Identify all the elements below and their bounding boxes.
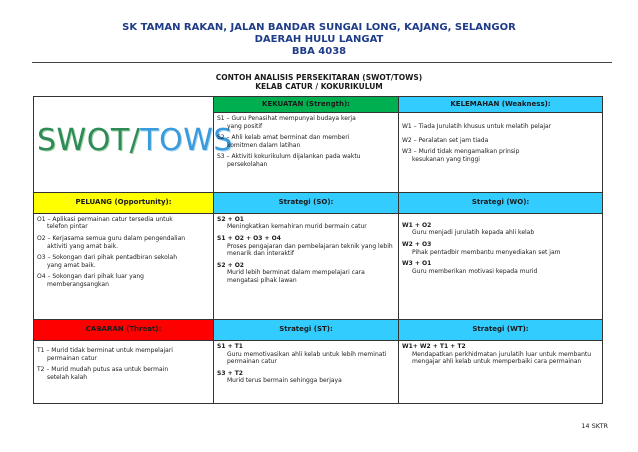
swot-table <box>33 96 603 404</box>
weakness-header: KELEMAHAN (Weakness): <box>399 97 603 113</box>
list-item: W3 + O1 Guru memberikan motivasi kepada murid <box>402 260 538 275</box>
analysis-title: CONTOH ANALISIS PERSEKITARAN (SWOT/TOWS) <box>215 73 423 82</box>
so-header: Strategi (SO): <box>214 193 399 214</box>
wt-list <box>399 340 603 403</box>
threat-list <box>34 340 214 403</box>
list-item: W1+ W2 + T1 + T2 Mendapatkan perkhidmatan jurulatih luar untuk membantu mengajar ahli kelab untuk memperbaiki cara permainan <box>402 342 592 366</box>
swot-logo-cell <box>34 97 233 193</box>
course-code: BBA 4038 <box>291 46 347 57</box>
list-item: W3 – Murid tidak mengamalkan prinsip kesukanan yang tinggi <box>402 148 520 163</box>
list-item: O4 – Sokongan dari pihak luar yang memberangsangkan <box>37 273 144 288</box>
list-item: O2 – Kerjasama semua guru dalam pengendalian aktiviti yang amat baik. <box>37 235 186 250</box>
opportunity-list <box>34 213 214 320</box>
list-item: O1 – Aplikasi permainan catur tersedia untuk telefon pintar <box>37 215 173 231</box>
wt-header: Strategi (WT): <box>399 320 603 341</box>
st-list <box>214 340 399 403</box>
weakness-list <box>399 113 603 193</box>
wo-list <box>399 213 603 320</box>
list-item: S2 + O1 Meningkatkan kemahiran murid bermain catur <box>217 215 367 231</box>
list-item: S1 – Guru Penasihat mempunyai budaya kerja yang positif <box>217 115 356 130</box>
so-list <box>214 213 399 320</box>
list-item: O3 – Sokongan dari pihak pentadbiran sekolah yang amat baik. <box>37 254 177 269</box>
st-header: Strategi (ST): <box>214 320 399 341</box>
school-title: SK TAMAN RAKAN, JALAN BANDAR SUNGAI LONG, KAJANG, SELANGOR <box>122 22 516 33</box>
page-number: 14 SKTR <box>581 422 608 430</box>
list-item: S2 + O2 Murid lebih berminat dalam mempelajari cara mengatasi pihak lawan <box>217 261 365 284</box>
list-item: T2 – Murid mudah putus asa untuk bermain setelah kalah <box>37 366 169 381</box>
district-title: DAERAH HULU LANGAT <box>254 34 384 45</box>
strength-header: KEKUATAN (Strength): <box>214 97 399 113</box>
list-item: T1 – Murid tidak berminat untuk mempelajari permainan catur <box>37 346 173 362</box>
tows-logo: TOWS <box>140 122 233 158</box>
list-item: W2 – Peralatan set jam tiada <box>402 136 489 144</box>
list-item: S1 + T1 Guru memotivasikan ahli kelab untuk lebih meminati permainan catur <box>217 342 387 366</box>
threat-header: CABARAN (Threat): <box>34 320 214 341</box>
list-item: S2 – Ahli kelab amat berminat dan memberi komitmen dalam latihan <box>217 134 350 149</box>
list-item: W2 + O3 Pihak pentadbir membantu menyediakan set jam <box>402 241 561 256</box>
opportunity-header: PELUANG (Opportunity): <box>34 193 214 214</box>
list-item: S3 – Aktiviti kokurikulum dijalankan pada waktu persekolahan <box>217 153 361 168</box>
list-item: S3 + T2 Murid terus bermain sehingga berjaya <box>217 369 342 385</box>
list-item: W1 – Tiada Jurulatih khusus untuk melatih pelajar <box>402 123 552 131</box>
list-item: W1 + O2 Guru menjadi jurulatih kepada ahli kelab <box>402 221 535 237</box>
strength-list <box>214 113 399 193</box>
club-title: KELAB CATUR / KOKURIKULUM <box>255 82 383 91</box>
list-item: S1 + O2 + O3 + O4 Proses pengajaran dan pembelajaran teknik yang lebih menarik dan interaktif <box>217 235 393 258</box>
wo-header: Strategi (WO): <box>399 193 603 214</box>
header-divider <box>32 62 612 63</box>
swot-logo: SWOT/ <box>37 122 141 158</box>
